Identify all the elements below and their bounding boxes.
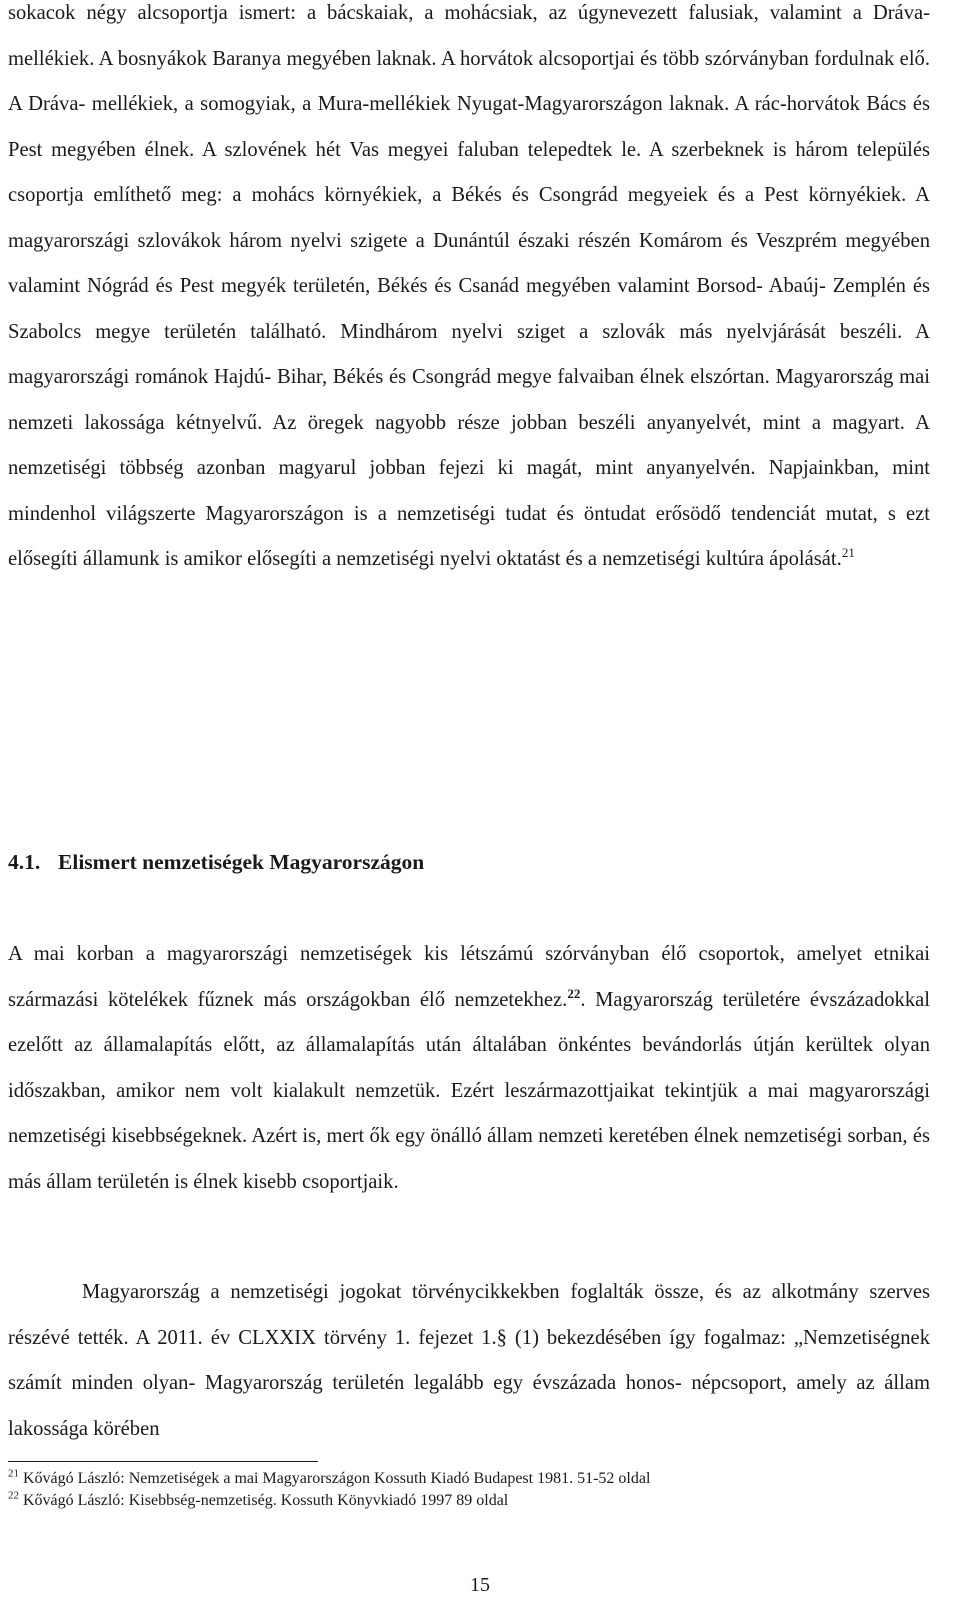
body-paragraph-2 <box>8 932 930 1205</box>
footnote-21-text: Kővágó László: Nemzetiségek a mai Magyarországon Kossuth Kiadó Budapest 1981. 51-52 oldal <box>23 1470 651 1487</box>
paragraph-3-text: Magyarország a nemzetiségi jogokat törvénycikkekben foglalták össze, és az alkotmány szerves részévé tették. A 2011. év CLXXIX törvény 1. fejezet 1.§ (1) bekezdésében így fogalmaz: „Nemzetiségnek számít minden olyan- Magyarország területén legalább egy évszázada honos- népcsoport, amely az állam lakossága körében <box>8 1281 930 1440</box>
footnote-21 <box>8 1468 650 1490</box>
footnote-separator <box>8 1461 318 1462</box>
footnote-22-text: Kővágó László: Kisebbség-nemzetiség. Kossuth Könyvkiadó 1997 89 oldal <box>23 1492 509 1509</box>
footnote-reference-21[interactable]: 21 <box>841 545 855 561</box>
paragraph-2-text-start: A mai korban a magyarországi nemzetiségek kis létszámú szórványban élő csoportok, amelyet etnikai származási kötelékek fűznek más országokban élő nemzetekhez. <box>8 943 930 1011</box>
section-title: Elismert nemzetiségek Magyarországon <box>58 850 425 874</box>
body-paragraph-1 <box>8 0 930 583</box>
footnote-22-number: 22 <box>8 1489 19 1502</box>
paragraph-2-text-end: . Magyarország területére évszázadokkal ezelőtt az államalapítás előtt, az államalapítás után általában önkéntes bevándorlás útján kerültek olyan időszakban, amikor nem volt kialakult nemzetük. Ezért leszármazottjaikat tekintjük a mai magyarországi nemzetiségi kisebbségeknek. Azért is, mert ők egy önálló állam nemzeti keretében élnek nemzetiségi sorban, és más állam területén is élnek kisebb csoportjaik. <box>8 988 930 1193</box>
footnote-21-number: 21 <box>8 1467 19 1480</box>
section-number: 4.1. <box>8 850 41 874</box>
body-paragraph-3 <box>8 1270 930 1452</box>
paragraph-1-text: sokacok négy alcsoportja ismert: a bácskaiak, a mohácsiak, az úgynevezett falusiak, valamint a Dráva-mellékiek. A bosnyákok Baranya megyében laknak. A horvátok alcsoportjai és több szórványban fordulnak elő. A Dráva- mellékiek, a somogyiak, a Mura-mellékiek Nyugat-Magyarországon laknak. A rác-horvátok Bács és Pest megyében élnek. A szlovének hét Vas megyei faluban telepedtek le. A szerbeknek is három település csoportja említhető meg: a mohács környékiek, a Békés és Csongrád megyeiek és a Pest környékiek. A magyarországi szlovákok három nyelvi szigete a Dunántúl északi részén Komárom és Veszprém megyében valamint Nógrád és Pest megyék területén, Békés és Csanád megyében valamint Borsod- Abaúj- Zemplén és Szabolcs megye területén található. Mindhárom nyelvi sziget a szlovák más nyelvjárását beszéli. A magyarországi románok Hajdú- Bihar, Békés és Csongrád megye falvaiban élnek elszórtan. Magyarország mai nemzeti lakossága kétnyelvű. Az öregek nagyobb része jobban beszéli anyanyelvét, mint a magyart. A nemzetiségi többség azonban magyarul jobban fejezi ki magát, mint anyanyelvén. Napjainkban, mint mindenhol világszerte Magyarországon is a nemzetiségi tudat és öntudat erősödő tendenciát mutat, s ezt elősegíti államunk is amikor elősegíti a nemzetiségi nyelvi oktatást és a nemzetiségi kultúra ápolását. <box>8 2 930 570</box>
page-number: 15 <box>470 1574 490 1596</box>
section-heading <box>8 847 424 877</box>
footnote-reference-22[interactable]: 22 <box>567 985 581 1001</box>
footnote-22 <box>8 1490 508 1512</box>
